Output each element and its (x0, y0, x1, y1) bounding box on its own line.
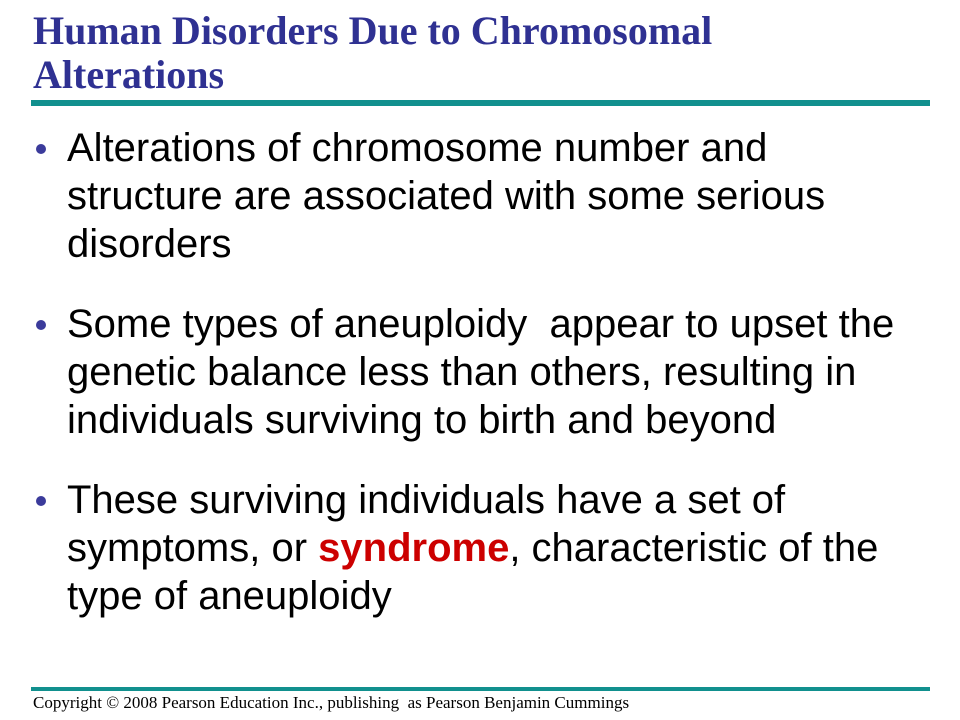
bullet-dot-icon (36, 496, 46, 506)
copyright-notice: Copyright © 2008 Pearson Education Inc., publishing as Pearson Benjamin Cummings (33, 693, 630, 712)
bullet-list (36, 124, 936, 620)
slide-title: Human Disorders Due to Chromosomal Alterations (33, 8, 713, 97)
bullet-item-2 (36, 300, 936, 444)
bullet-text-3-after: , characteristic of the type of aneuploidy (67, 526, 890, 618)
title-block (33, 9, 793, 97)
slide-body (36, 124, 936, 652)
bullet-text-3-before: These surviving individuals have a set of symptoms, or (67, 478, 797, 570)
bullet-dot-icon (36, 144, 46, 154)
bullet-text-2: Some types of aneuploidy appear to upset the genetic balance less than others, resulting in individuals surviving to birth and beyond (67, 302, 906, 442)
bullet-text-1: Alterations of chromosome number and structure are associated with some serious disorders (67, 126, 837, 266)
bullet-item-1 (36, 124, 936, 268)
bullet-dot-icon (36, 320, 46, 330)
bullet-text-3 (67, 476, 907, 620)
bullet-item-3 (36, 476, 936, 620)
title-underline-rule (31, 100, 930, 106)
footer-rule (31, 687, 930, 691)
highlighted-term-syndrome: syndrome (318, 526, 510, 570)
